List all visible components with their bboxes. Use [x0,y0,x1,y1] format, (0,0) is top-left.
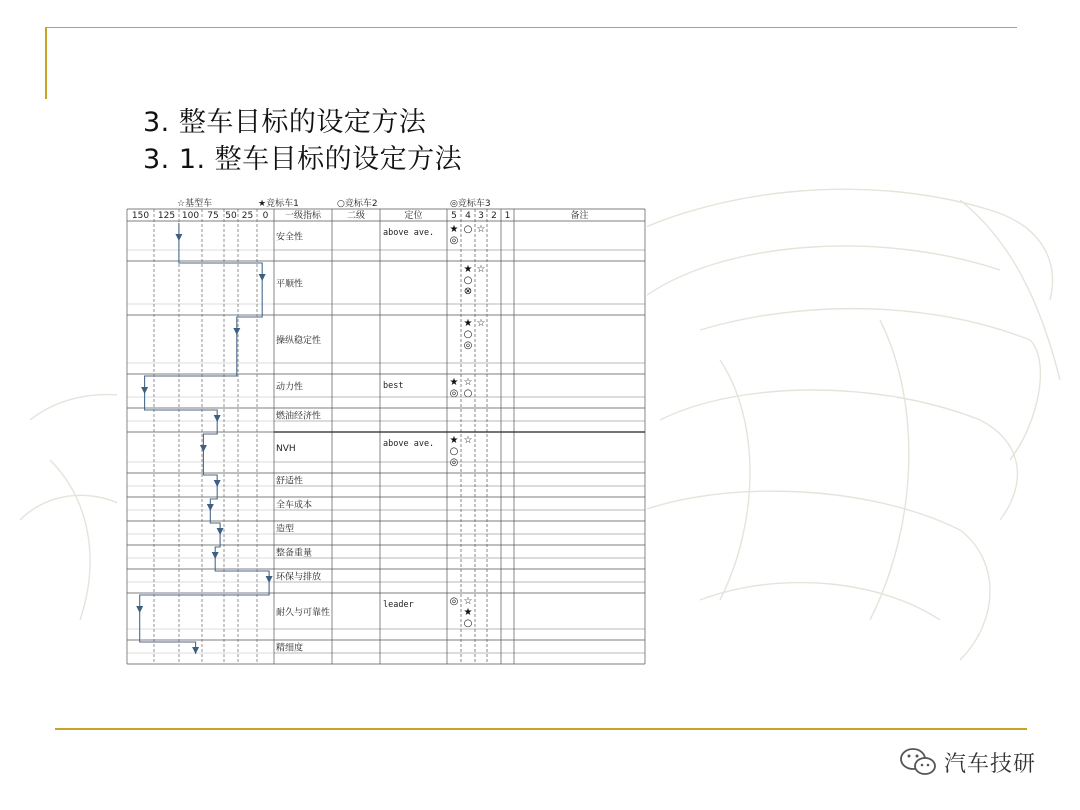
row-position-0: above ave. [383,228,435,238]
scale-header-100: 100 [181,211,200,221]
row-label-12: 精细度 [276,643,304,654]
row-position-11: leader [383,600,414,610]
header-note: 备注 [570,211,589,221]
header-secondary: 二级 [346,211,366,221]
watermark-text: 汽车技研 [944,751,1037,777]
row-label-6: 舒适性 [276,476,304,487]
row-11-rating4-0: ☆ [463,596,473,607]
trend-arrow-5 [200,445,207,452]
header-rating-1: 1 [504,211,511,221]
header-rating-4: 4 [465,211,471,221]
row-11-rating5-0: ◎ [449,596,459,607]
legend-competitor-2: ○竞标车2 [337,199,378,209]
legend-competitor-3: ◎竞标车3 [450,199,491,209]
row-label-4: 燃油经济性 [276,411,322,422]
row-1-rating3-0: ☆ [476,264,486,275]
row-2-rating4-0: ★ [463,318,473,329]
row-5-rating5-2: ◎ [449,457,459,468]
row-3-rating5-1: ◎ [449,388,459,399]
row-position-5: above ave. [383,439,435,449]
target-setting-table [117,194,647,694]
row-11-rating4-2: ○ [463,618,473,629]
row-1-rating4-2: ⊗ [463,286,473,297]
scale-header-50: 50 [225,211,237,221]
scale-header-0: 0 [262,211,269,221]
header-primary-indicator: 一级指标 [284,211,322,221]
wechat-watermark [898,742,1036,782]
scale-header-25: 25 [241,211,254,221]
trend-arrow-3 [141,387,148,394]
row-1-rating4-0: ★ [463,264,473,275]
row-0-rating3-0: ☆ [476,224,486,235]
row-3-rating4-0: ☆ [463,377,473,388]
row-11-rating4-1: ★ [463,607,473,618]
frame-bottom-line [55,728,1027,730]
trend-arrow-0 [175,234,182,241]
row-label-2: 操纵稳定性 [276,336,322,346]
header-rating-5: 5 [451,211,457,221]
row-1-rating4-1: ○ [463,275,473,286]
scale-header-125: 125 [157,211,176,221]
row-3-rating5-0: ★ [449,377,459,388]
row-label-10: 环保与排放 [276,572,322,583]
row-3-rating4-1: ○ [463,388,473,399]
trend-arrow-2 [233,328,240,335]
row-label-5: NVH [276,444,296,454]
row-label-0: 安全性 [276,232,304,243]
header-position: 定位 [404,211,423,221]
row-2-rating4-1: ○ [463,329,473,340]
row-label-1: 平顺性 [276,279,304,290]
frame-top-line [45,27,1017,28]
scale-header-150: 150 [131,211,150,221]
row-0-rating5-0: ★ [449,224,459,235]
row-5-rating5-0: ★ [449,435,459,446]
legend-competitor-1: ★竞标车1 [258,199,299,209]
section-title: 3. 整车目标的设定方法 [143,107,427,138]
row-label-8: 造型 [276,524,295,535]
header-rating-2: 2 [491,211,497,221]
row-2-rating4-2: ◎ [463,340,473,351]
frame-left-line [45,27,47,99]
scale-header-75: 75 [207,211,219,221]
row-label-9: 整备重量 [276,548,313,559]
row-0-rating4-0: ○ [463,224,473,235]
trend-arrow-11 [136,606,143,613]
target-setting-sheet [117,194,647,694]
row-2-rating3-0: ☆ [476,318,486,329]
header-rating-3: 3 [478,211,484,221]
row-label-3: 动力性 [276,382,304,393]
legend-base: ☆基型车 [177,199,213,209]
wechat-icon [898,745,938,779]
row-5-rating4-0: ☆ [463,435,473,446]
subsection-title: 3. 1. 整车目标的设定方法 [143,144,463,175]
row-position-3: best [383,381,404,391]
row-label-7: 全车成本 [276,500,313,511]
row-label-11: 耐久与可靠性 [276,608,331,618]
row-5-rating5-1: ○ [449,446,459,457]
trend-line [140,223,269,654]
trend-arrow-1 [259,274,266,281]
row-0-rating5-1: ◎ [449,235,459,246]
